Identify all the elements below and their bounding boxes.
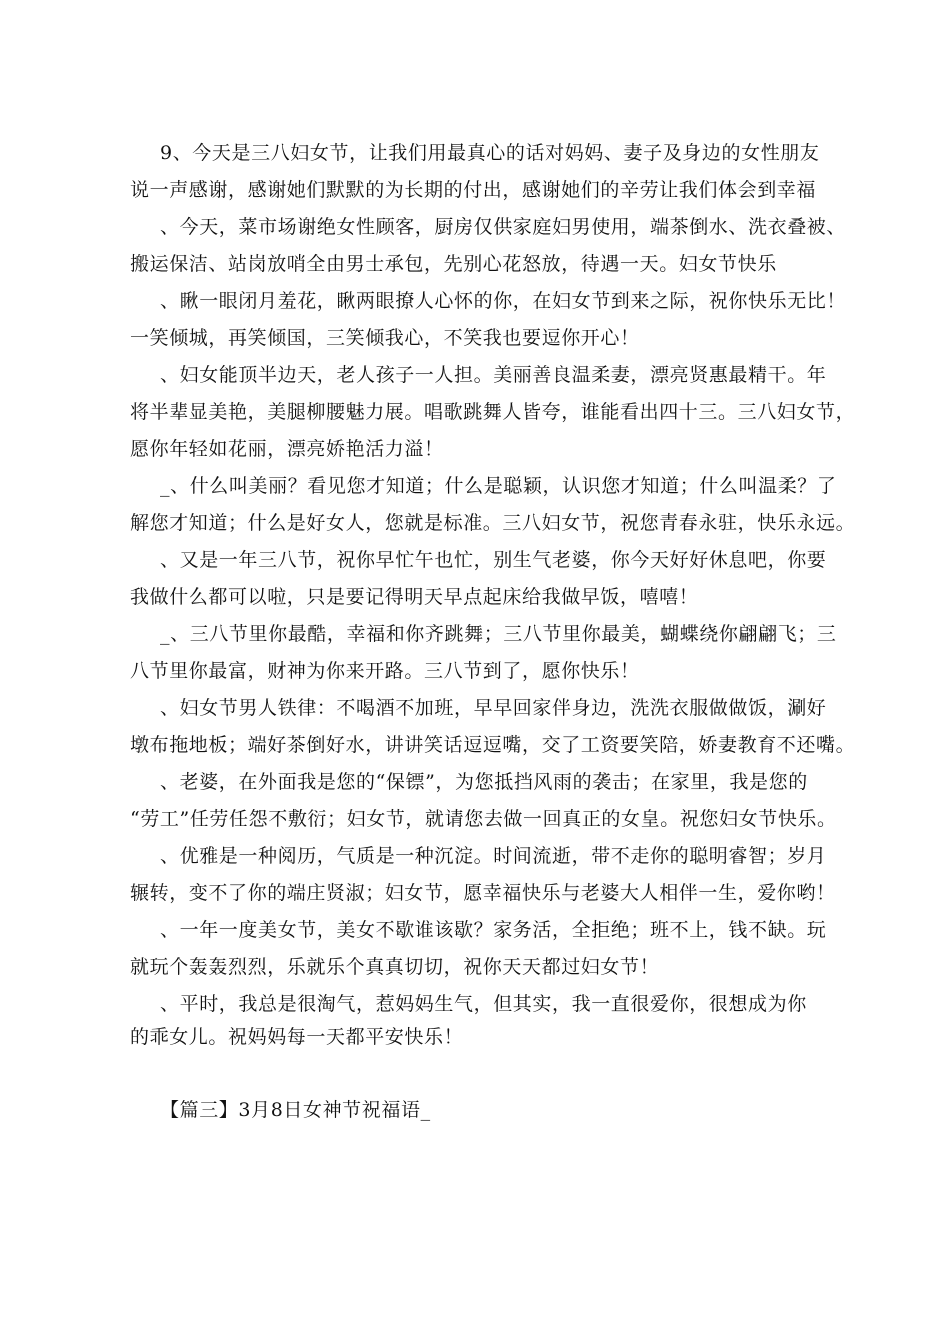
- text-line: 解您才知道；什么是好女人，您就是标准。三八妇女节，祝您青春永驻，快乐永远。: [130, 512, 856, 534]
- text-line: 、今天，菜市场谢绝女性顾客，厨房仅供家庭妇男使用，端茶倒水、洗衣叠被、: [160, 216, 847, 238]
- text-line: 搬运保洁、站岗放哨全由男士承包，先别心花怒放，待遇一天。妇女节快乐: [130, 253, 777, 275]
- text-line: 、优雅是一种阅历，气质是一种沉淀。时间流逝，带不走你的聪明睿智；岁月: [160, 845, 827, 867]
- text-line: 、妇女节男人铁律：不喝酒不加班，早早回家伴身边，洗洗衣服做做饭，涮好: [160, 697, 827, 719]
- text-line: 、瞅一眼闭月羞花，瞅两眼撩人心怀的你，在妇女节到来之际，祝你快乐无比！: [160, 290, 847, 312]
- text-line: 、一年一度美女节，美女不歇谁该歇？家务活，全拒绝；班不上，钱不缺。玩: [160, 919, 827, 941]
- text-line: 一笑倾城，再笑倾国，三笑倾我心，不笑我也要逗你开心！: [130, 327, 640, 349]
- text-line: 将半辈显美艳，美腿柳腰魅力展。唱歌跳舞人皆夸，谁能看出四十三。三八妇女节，: [130, 401, 856, 423]
- section-heading: 【篇三】3月8日女神节祝福语_: [160, 1099, 431, 1121]
- text-line: 、又是一年三八节，祝你早忙午也忙，别生气老婆，你今天好好休息吧，你要: [160, 549, 827, 571]
- text-line: 墩布拖地板；端好茶倒好水，讲讲笑话逗逗嘴，交了工资要笑陪，娇妻教育不还嘴。: [130, 734, 856, 756]
- text-line: 我做什么都可以啦，只是要记得明天早点起床给我做早饭，嘻嘻！: [130, 586, 699, 608]
- text-line: 、妇女能顶半边天，老人孩子一人担。美丽善良温柔妻，漂亮贤惠最精干。年: [160, 364, 827, 386]
- text-line: 、老婆，在外面我是您的“保镖”，为您抵挡风雨的袭击；在家里，我是您的: [160, 771, 808, 793]
- text-line: 愿你年轻如花丽，漂亮娇艳活力溢！: [130, 438, 444, 460]
- text-line: 、平时，我总是很淘气，惹妈妈生气，但其实，我一直很爱你，很想成为你: [160, 993, 807, 1015]
- text-line: “劳工”任劳任怨不敷衍；妇女节，就请您去做一回真正的女皇。祝您妇女节快乐。: [130, 808, 837, 830]
- text-line: 9、今天是三八妇女节，让我们用最真心的话对妈妈、妻子及身边的女性朋友: [160, 142, 820, 164]
- text-line: _、什么叫美丽？看见您才知道；什么是聪颖，认识您才知道；什么叫温柔？了: [160, 475, 837, 497]
- text-line: 八节里你最富，财神为你来开路。三八节到了，愿你快乐！: [130, 660, 640, 682]
- text-line: 说一声感谢，感谢她们默默的为长期的付出，感谢她们的辛劳让我们体会到幸福: [130, 179, 817, 201]
- text-line: 的乖女儿。祝妈妈每一天都平安快乐！: [130, 1026, 464, 1048]
- text-line: _、三八节里你最酷，幸福和你齐跳舞；三八节里你最美，蝴蝶绕你翩翩飞；三: [160, 623, 837, 645]
- text-line: 就玩个轰轰烈烈，乐就乐个真真切切，祝你天天都过妇女节！: [130, 956, 660, 978]
- text-line: 辗转，变不了你的端庄贤淑；妇女节，愿幸福快乐与老婆大人相伴一生，爱你哟！: [130, 882, 836, 904]
